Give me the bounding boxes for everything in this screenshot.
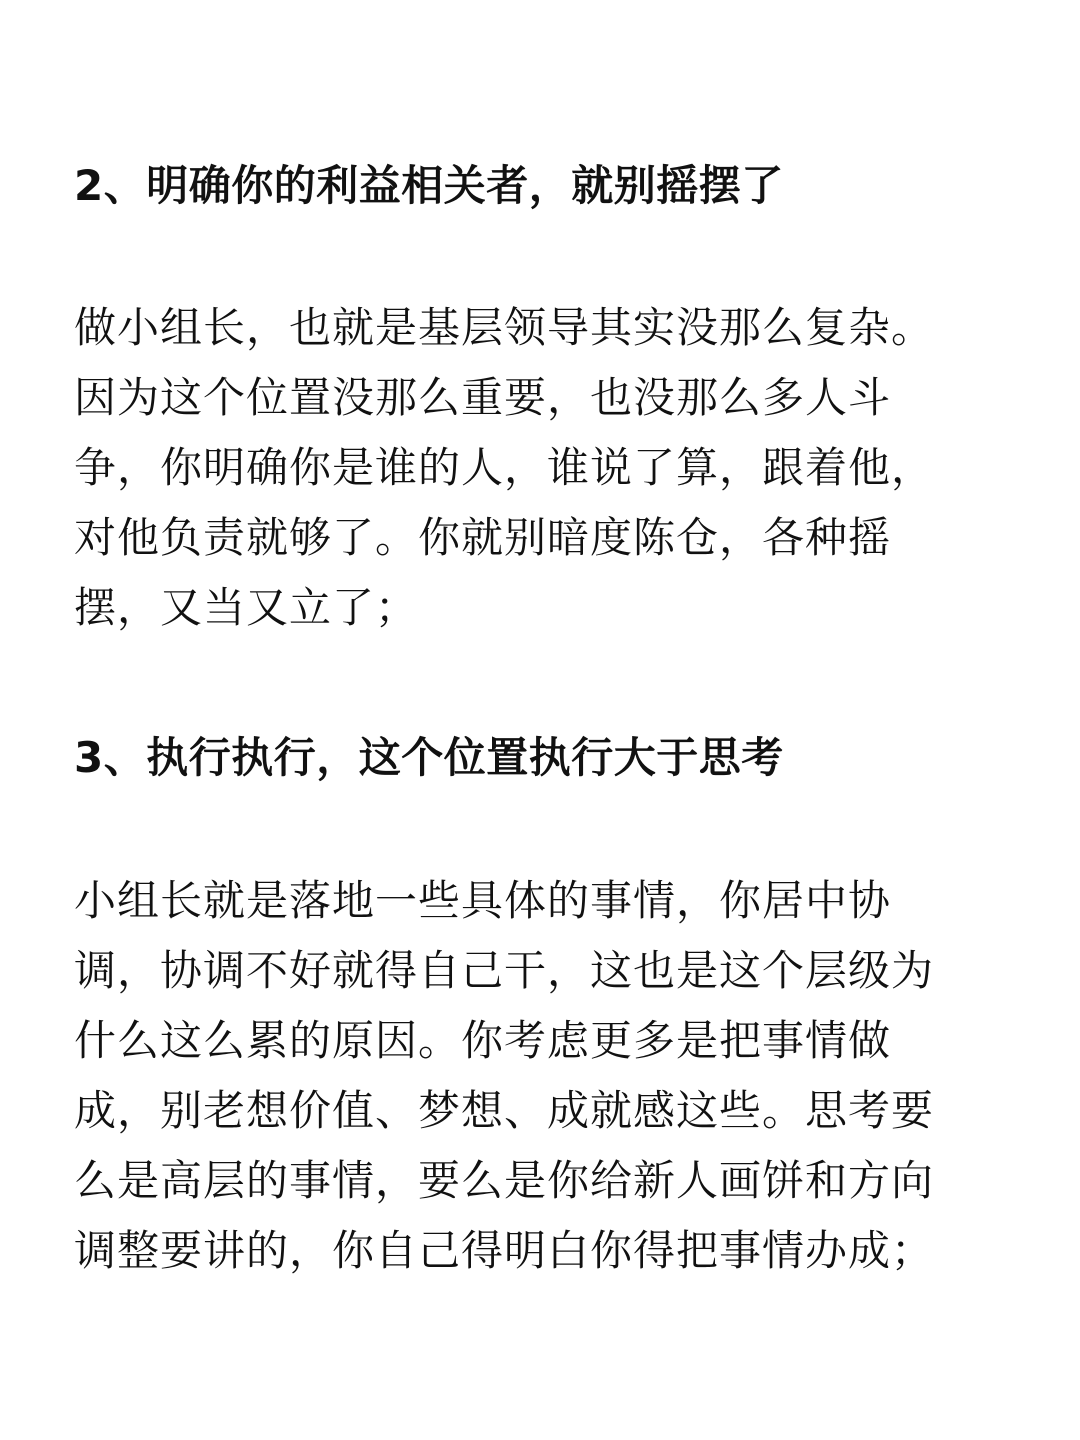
paragraph-line: 么是高层的事情，要么是你给新人画饼和方向 (74, 1156, 935, 1205)
paragraph-line: 对他负责就够了。你就别暗度陈仓，各种摇 (74, 513, 892, 562)
paragraph-line: 做小组长，也就是基层领导其实没那么复杂。 (74, 303, 935, 352)
section-3-paragraph (74, 866, 934, 1286)
paragraph-line: 小组长就是落地一些具体的事情，你居中协 (74, 876, 892, 925)
paragraph-line: 摆，又当又立了； (74, 583, 419, 632)
paragraph-line: 争，你明确你是谁的人，谁说了算，跟着他， (74, 443, 935, 492)
section-2-paragraph (74, 293, 934, 643)
section-3-heading: 3、执行执行，这个位置执行大于思考 (74, 733, 784, 782)
paragraph-line: 成，别老想价值、梦想、成就感这些。思考要 (74, 1086, 935, 1135)
paragraph-line: 调整要讲的，你自己得明白你得把事情办成； (74, 1226, 935, 1275)
paragraph-line: 调，协调不好就得自己干，这也是这个层级为 (74, 946, 935, 995)
paragraph-line: 因为这个位置没那么重要，也没那么多人斗 (74, 373, 892, 422)
section-2-heading: 2、明确你的利益相关者，就别摇摆了 (74, 161, 784, 210)
paragraph-line: 什么这么累的原因。你考虑更多是把事情做 (74, 1016, 892, 1065)
